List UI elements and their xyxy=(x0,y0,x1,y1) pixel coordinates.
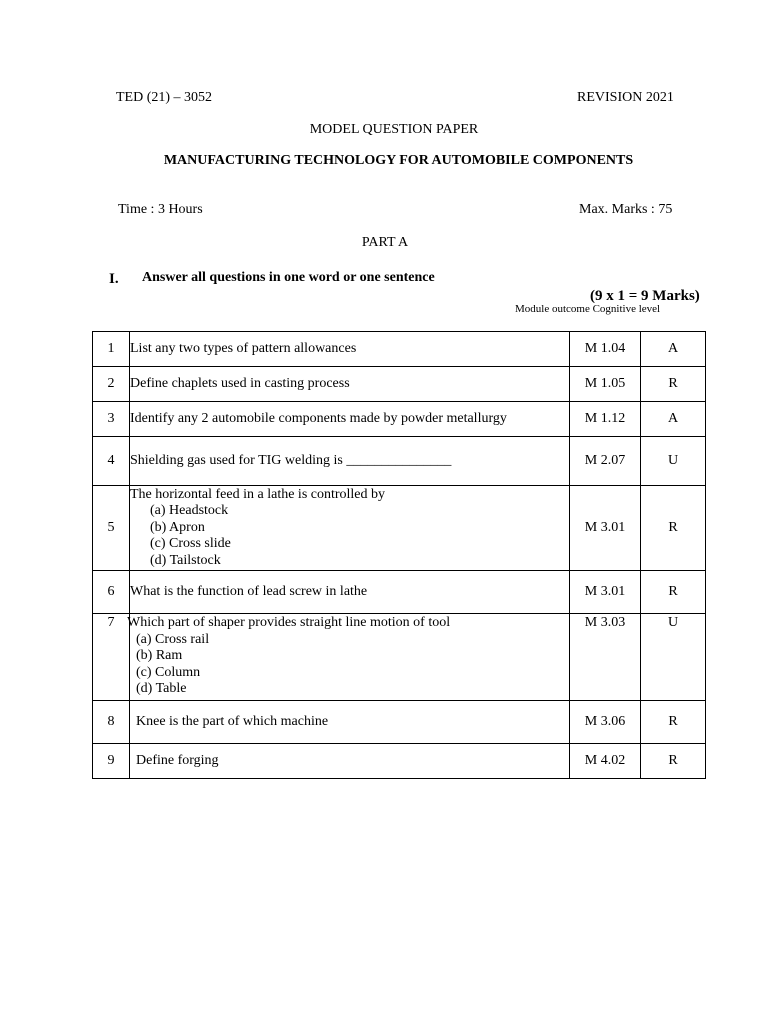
question-text: What is the function of lead screw in lathe xyxy=(130,571,570,614)
question-number: 6 xyxy=(93,571,130,614)
cognitive-level: R xyxy=(641,367,706,402)
module-outcome: M 3.01 xyxy=(570,571,641,614)
revision-label: REVISION 2021 xyxy=(577,90,674,105)
module-outcome: M 4.02 xyxy=(570,744,641,779)
question-row xyxy=(93,437,706,486)
option-b: (b) Apron xyxy=(150,519,205,535)
max-marks: Max. Marks : 75 xyxy=(579,202,673,217)
question-text: Knee is the part of which machine xyxy=(130,701,570,744)
question-row xyxy=(93,402,706,437)
option-b: (b) Ram xyxy=(136,648,183,664)
question-number: 1 xyxy=(93,332,130,367)
time-allowed: Time : 3 Hours xyxy=(118,202,203,217)
question-text: Define forging xyxy=(130,744,570,779)
question-text: The horizontal feed in a lathe is controlled by xyxy=(130,486,386,502)
questions-table xyxy=(92,331,706,779)
section-number: I. xyxy=(109,271,119,287)
subject-title: MANUFACTURING TECHNOLOGY FOR AUTOMOBILE COMPONENTS xyxy=(163,153,634,168)
cognitive-level: U xyxy=(641,437,706,486)
cognitive-level: R xyxy=(641,701,706,744)
cognitive-level: R xyxy=(641,486,706,571)
question-text: Which part of shaper provides straight line motion of tool xyxy=(127,615,451,630)
option-c: (c) Column xyxy=(136,664,201,680)
question-number: 4 xyxy=(93,437,130,486)
question-number: 2 xyxy=(93,367,130,402)
question-cell xyxy=(127,614,570,701)
question-text: Identify any 2 automobile components made by powder metallurgy xyxy=(130,402,570,437)
module-outcome: M 3.06 xyxy=(570,701,641,744)
part-heading: PART A xyxy=(361,235,409,250)
option-d: (d) Table xyxy=(136,681,187,697)
module-outcome: M 1.12 xyxy=(570,402,641,437)
module-outcome: M 2.07 xyxy=(570,437,641,486)
option-a: (a) Headstock xyxy=(150,503,229,519)
cognitive-level: R xyxy=(641,571,706,614)
question-row xyxy=(93,367,706,402)
question-row xyxy=(93,744,706,779)
question-row xyxy=(93,332,706,367)
question-cell xyxy=(130,486,570,571)
question-row xyxy=(93,571,706,614)
question-number: 8 xyxy=(93,701,130,744)
cognitive-level: R xyxy=(641,744,706,779)
question-number: 9 xyxy=(93,744,130,779)
question-row xyxy=(93,614,706,701)
module-outcome: M 1.05 xyxy=(570,367,641,402)
section-marks: (9 x 1 = 9 Marks) xyxy=(590,288,700,304)
paper-type-heading: MODEL QUESTION PAPER xyxy=(309,122,479,137)
option-d: (d) Tailstock xyxy=(150,552,221,568)
paper-code: TED (21) – 3052 xyxy=(116,90,213,105)
cognitive-level: A xyxy=(641,402,706,437)
question-text: Shielding gas used for TIG welding is _______________ xyxy=(130,437,570,486)
cognitive-level: U xyxy=(641,614,706,701)
question-row xyxy=(93,701,706,744)
question-number: 5 xyxy=(93,486,130,571)
module-outcome: M 3.03 xyxy=(570,614,641,701)
option-a: (a) Cross rail xyxy=(136,631,210,647)
question-text: Define chaplets used in casting process xyxy=(130,367,570,402)
module-outcome: M 3.01 xyxy=(570,486,641,571)
option-c: (c) Cross slide xyxy=(150,536,231,552)
question-row xyxy=(93,486,706,571)
question-number: 7 xyxy=(93,614,130,701)
column-headings: Module outcome Cognitive level xyxy=(515,303,661,315)
module-outcome: M 1.04 xyxy=(570,332,641,367)
question-number: 3 xyxy=(93,402,130,437)
cognitive-level: A xyxy=(641,332,706,367)
section-instruction: Answer all questions in one word or one sentence xyxy=(142,270,435,285)
question-text: List any two types of pattern allowances xyxy=(130,332,570,367)
